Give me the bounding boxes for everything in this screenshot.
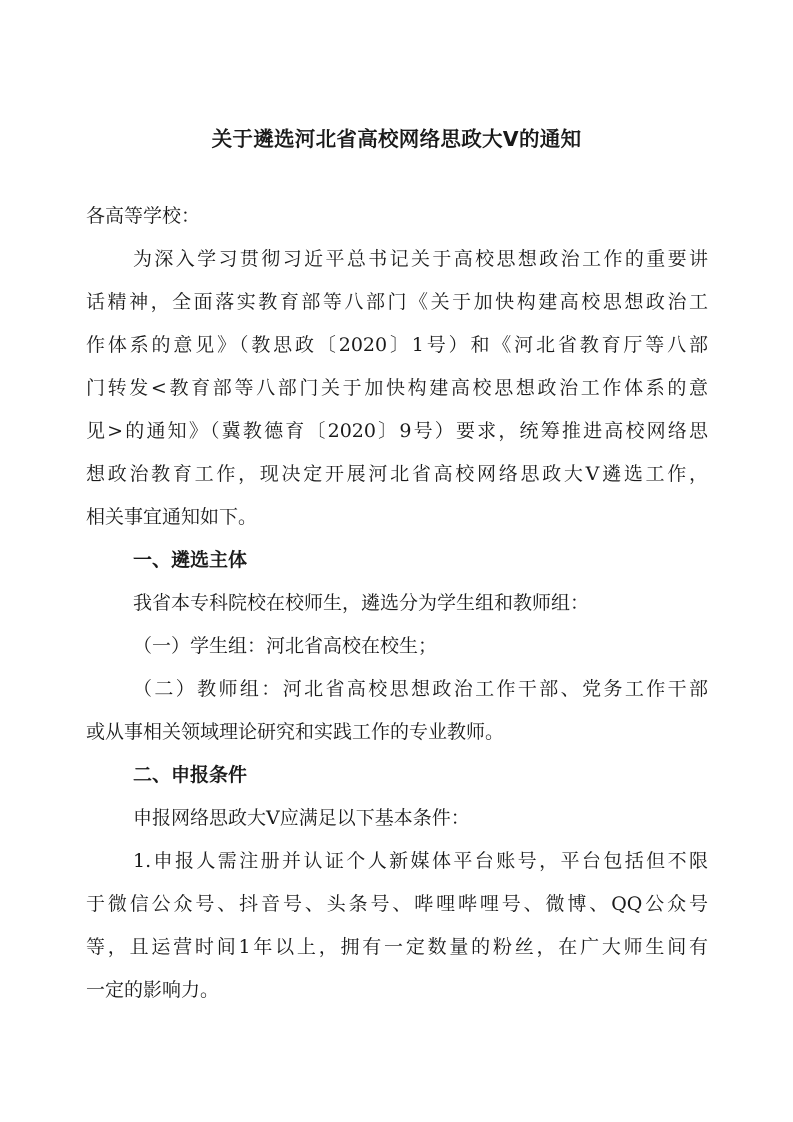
section-line: 一定的影响力。 [86, 979, 220, 1001]
intro-line: 想政治教育工作，现决定开展河北省高校网络思政大V遴选工作， [86, 463, 708, 485]
section-heading-1: 一、遴选主体 [133, 549, 248, 571]
intro-line: 见>的通知》（冀教德育〔2020〕9号）要求，统筹推进高校网络思 [86, 420, 708, 442]
intro-line: 相关事宜通知如下。 [86, 506, 258, 528]
intro-line: 为深入学习贯彻习近平总书记关于高校思想政治工作的重要讲 [133, 248, 708, 270]
section-line: 等，且运营时间1年以上，拥有一定数量的粉丝，在广大师生间有 [86, 936, 708, 958]
section-line: 1.申报人需注册并认证个人新媒体平台账号，平台包括但不限 [133, 850, 708, 872]
section-line: 我省本专科院校在校师生，遴选分为学生组和教师组： [133, 592, 590, 614]
intro-line: 作体系的意见》（教思政〔2020〕1号）和《河北省教育厅等八部 [86, 334, 708, 356]
section-line: 申报网络思政大V应满足以下基本条件： [133, 807, 470, 829]
section-line: （一）学生组：河北省高校在校生； [133, 635, 438, 657]
salutation: 各高等学校： [86, 205, 201, 227]
intro-line: 话精神，全面落实教育部等八部门《关于加快构建高校思想政治工 [86, 291, 708, 313]
section-line: 于微信公众号、抖音号、头条号、哔哩哔哩号、微博、QQ公众号 [86, 893, 708, 915]
section-line: （二）教师组：河北省高校思想政治工作干部、党务工作干部 [133, 678, 708, 700]
intro-line: 门转发<教育部等八部门关于加快构建高校思想政治工作体系的意 [86, 377, 708, 399]
document-title: 关于遴选河北省高校网络思政大V的通知 [211, 127, 582, 151]
section-heading-2: 二、申报条件 [133, 764, 248, 786]
section-line: 或从事相关领域理论研究和实践工作的专业教师。 [86, 721, 505, 743]
